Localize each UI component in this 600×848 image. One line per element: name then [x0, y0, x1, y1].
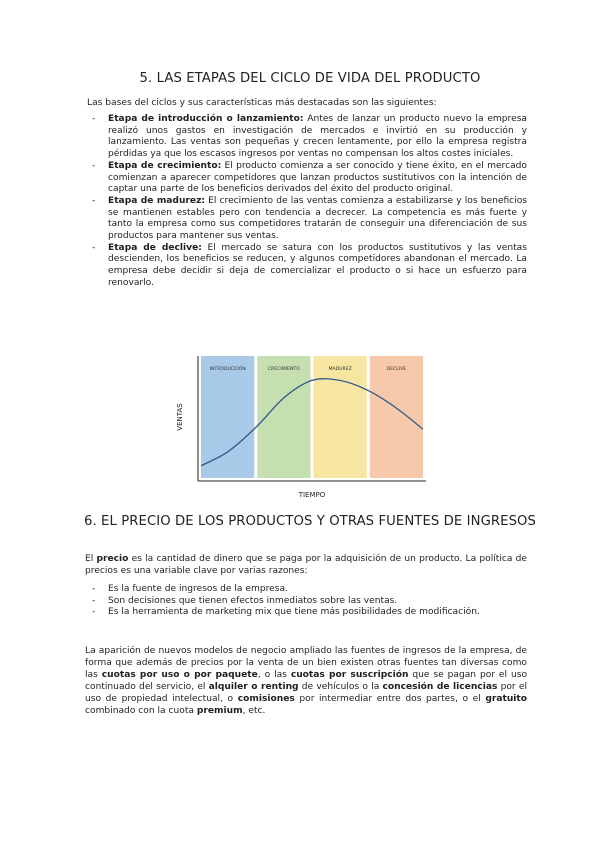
price-reasons-list: [90, 584, 520, 619]
stage-introduction: [90, 114, 527, 161]
para6-bold-term: cuotas por suscripción: [290, 670, 409, 681]
lifecycle-chart: [168, 352, 438, 502]
stage-text: El producto comienza a ser conocido y tiene éxito, en el mercado comienzan a aparecer competidores que lanzan productos sustitutivos con la intención de captar una parte de los beneficios derivados del éxito del producto original.: [108, 160, 527, 195]
stage-text: Antes de lanzar un producto nuevo la empresa realizó unos gastos en investigación de mercados e invirtió en su producción y lanzamiento. Las ventas son pequeñas y crecen lentamente, por ello la empresa registra pérdidas ya que los escasos ingresos por ventas no compensan los altos costes iniciales.: [108, 114, 528, 160]
para6-text: , etc.: [242, 706, 266, 717]
para6-bold-term: gratuito: [485, 694, 528, 705]
stage-text: El mercado se satura con los productos sustitutivos y las ventas descienden, los beneficios se reducen, y algunos competidores abandonan el mercado. La empresa debe decidir si deja de comercializar el producto o si hace un esfuerzo para renovarlo.: [108, 242, 527, 288]
para6-text: combinado con la cuota: [85, 706, 197, 717]
stage-term: Etapa de introducción o lanzamiento:: [108, 114, 304, 124]
stage-term: Etapa de declive:: [108, 242, 202, 253]
stage-maturity: [90, 196, 527, 243]
lifecycle-chart-svg: [168, 352, 438, 502]
para6-bold-term: comisiones: [237, 694, 295, 705]
stage-decline: [90, 243, 527, 290]
section-6-title: 6. EL PRECIO DE LOS PRODUCTOS Y OTRAS FUENTES DE INGRESOS: [83, 514, 537, 529]
phase-band-4: [370, 356, 423, 478]
stage-term: Etapa de madurez:: [108, 195, 206, 206]
price-reason-item: - Son decisiones que tienen efectos inmediatos sobre las ventas.: [90, 596, 520, 608]
intro6-bold-term: precio: [96, 554, 129, 564]
para6-bold-term: premium: [196, 706, 243, 717]
para6-bold-term: cuotas por uso o por paquete: [101, 670, 258, 681]
intro6-text: El: [85, 554, 97, 564]
phase-band-1: [201, 356, 254, 478]
section-5-intro: Las bases del ciclos y sus características más destacadas son las siguientes:: [87, 98, 437, 108]
stage-text: El crecimiento de las ventas comienza a estabilizarse y los beneficios se mantienen estables pero con tendencia a decrecer. La competencia es más fuerte y tanto la empresa como sus competidores tratarán de conseguir una diferenciación de sus productos para mantener sus ventas.: [108, 195, 527, 242]
para6-bold-term: alquiler o renting: [208, 682, 299, 693]
para6-text: La aparición de nuevos modelos de negocio ampliado las fuentes de ingresos de la empresa, de forma que además de precios por la venta de un bien existen otras fuentes tan diversas como las: [85, 646, 527, 681]
para6-text: de vehículos o la: [298, 682, 383, 693]
phase-label-2: CRECIMIENTO: [267, 367, 300, 372]
phase-label-4: DECLIVE: [386, 367, 407, 372]
stage-growth: [90, 161, 527, 196]
phase-label-3: MADUREZ: [328, 367, 352, 372]
lifecycle-stages-list: [90, 114, 527, 290]
stage-term: Etapa de crecimiento:: [108, 160, 222, 171]
section-5-title: 5. LAS ETAPAS DEL CICLO DE VIDA DEL PRODUCTO: [139, 71, 481, 86]
price-reason-item: - Es la herramienta de marketing mix que tiene más posibilidades de modificación.: [90, 607, 520, 619]
y-axis-label: VENTAS: [176, 403, 184, 431]
para6-text: por intermediar entre dos partes, o el: [294, 694, 486, 705]
phase-label-1: INTRODUCCIÓN: [209, 367, 246, 372]
price-reason-item: - Es la fuente de ingresos de la empresa.: [90, 584, 520, 596]
x-axis-label: TIEMPO: [298, 491, 326, 499]
para6-text: , o las: [257, 670, 291, 681]
section-6-intro: [85, 553, 527, 577]
para6-bold-term: concesión de licencias: [382, 682, 498, 693]
para6-text: por el uso de propiedad intelectual, o: [85, 682, 527, 705]
para6-text: que se pagan por el uso continuado del servicio, el: [85, 670, 528, 693]
section-6-paragraph: [85, 645, 527, 718]
phase-band-3: [314, 356, 367, 478]
intro6-text: es la cantidad de dinero que se paga por la adquisición de un producto. La política de precios es una variable clave por varias razones:: [85, 554, 527, 577]
